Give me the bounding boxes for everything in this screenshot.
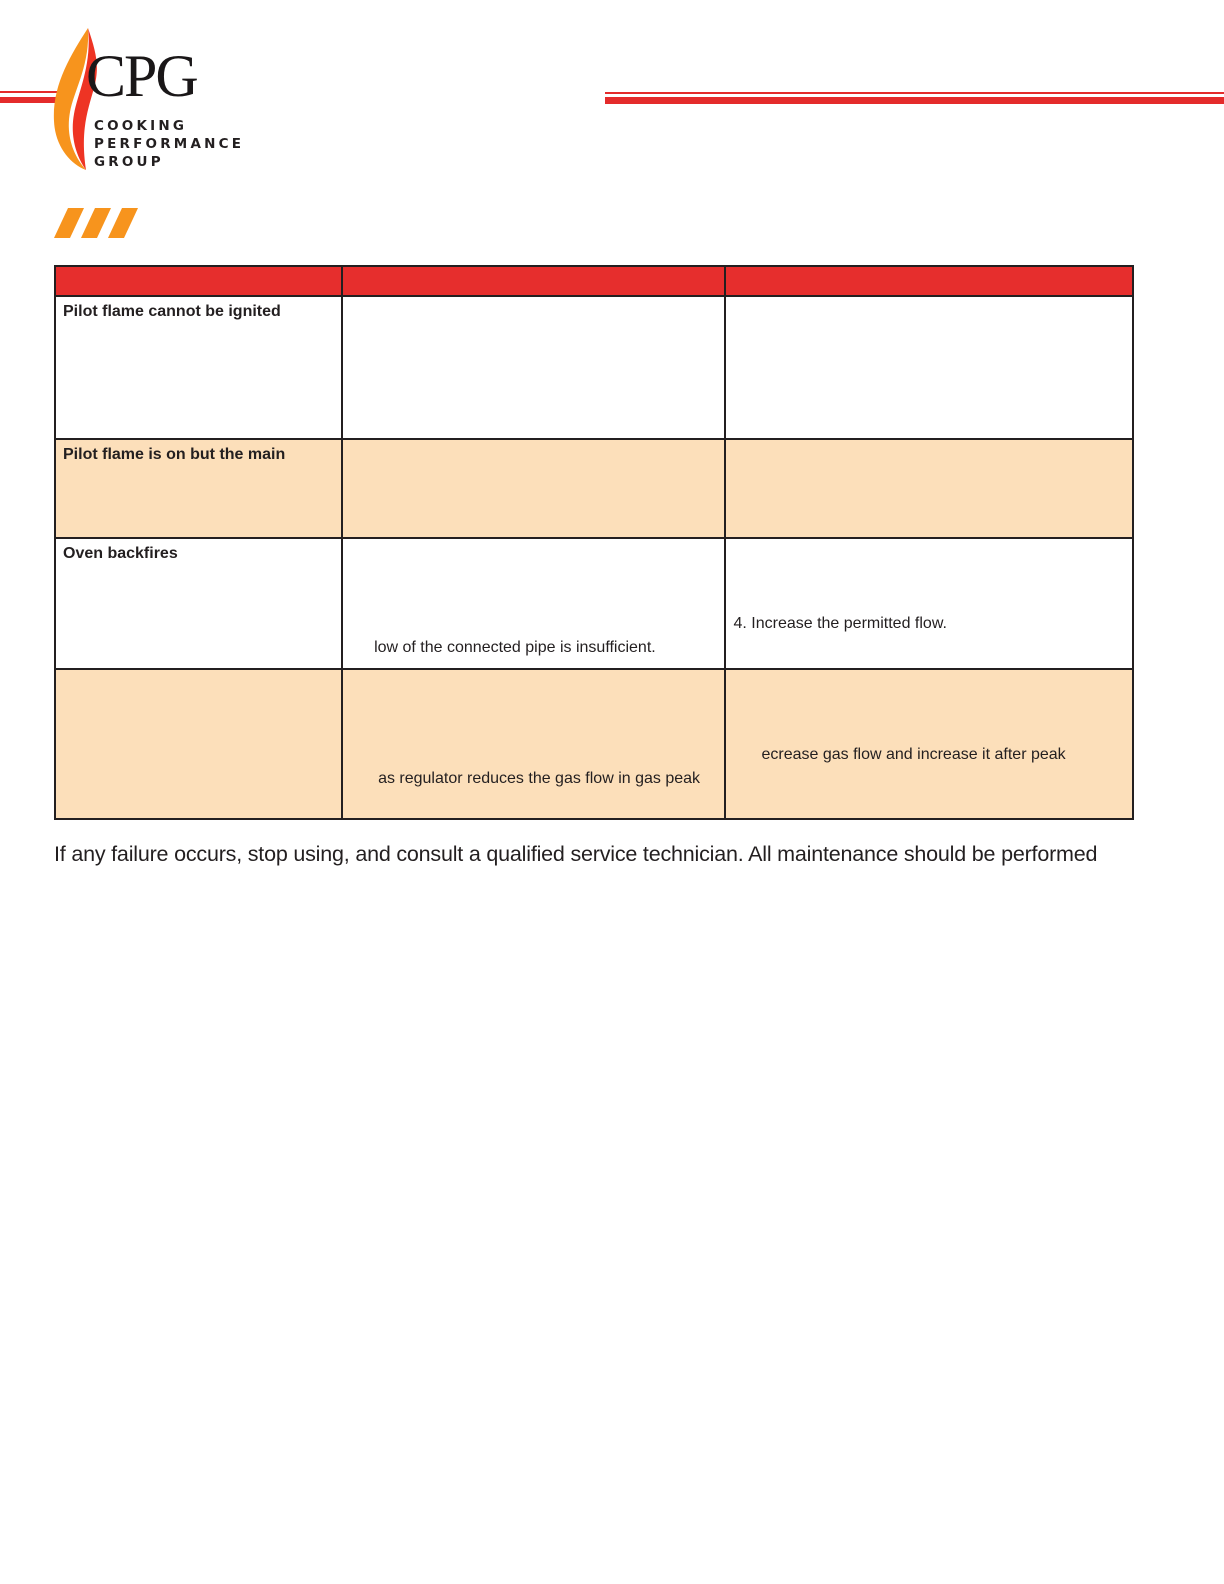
troubleshooting-table [54,265,1134,820]
cause-cell [342,669,725,819]
problem-text: Oven backfires [63,545,178,562]
problem-cell [55,669,342,819]
problem-text: Pilot flame cannot be ignited [63,303,281,320]
logo-initials: CPG [86,43,197,109]
solution-cell [725,669,1133,819]
cause-cell [342,296,725,439]
header-rule-right [605,92,1224,106]
logo-line-cooking: COOKING [94,118,188,134]
cause-cell [342,538,725,669]
problem-cell [55,538,342,669]
table-row [55,296,1133,439]
cpg-logo [50,26,245,174]
header-cause [342,266,725,296]
solution-text: 4. Increase the permitted flow. [733,615,947,632]
problem-cell [55,296,342,439]
problem-text [56,670,341,682]
table-row [55,669,1133,819]
solution-cell [725,439,1133,538]
maintenance-notice: If any failure occurs, stop using, and consult a qualified service technician. All maintenance should be performed [54,842,1098,866]
problem-cell [55,439,342,538]
table-row [55,538,1133,669]
logo-line-performance: PERFORMANCE [94,136,245,152]
problem-text: Pilot flame is on but the main [63,446,286,463]
cause-text: as regulator reduces the gas flow in gas peak [378,770,701,787]
cause-text: low of the connected pipe is insufficient. [374,639,656,656]
header-solution [725,266,1133,296]
table-row [55,439,1133,538]
logo-line-group: GROUP [94,154,164,170]
table-header-row [55,266,1133,296]
solution-text: ecrease gas flow and increase it after peak [761,746,1066,763]
header-problem [55,266,342,296]
solution-cell [725,538,1133,669]
cause-cell [342,439,725,538]
section-slash-icon [54,208,138,238]
solution-cell [725,296,1133,439]
